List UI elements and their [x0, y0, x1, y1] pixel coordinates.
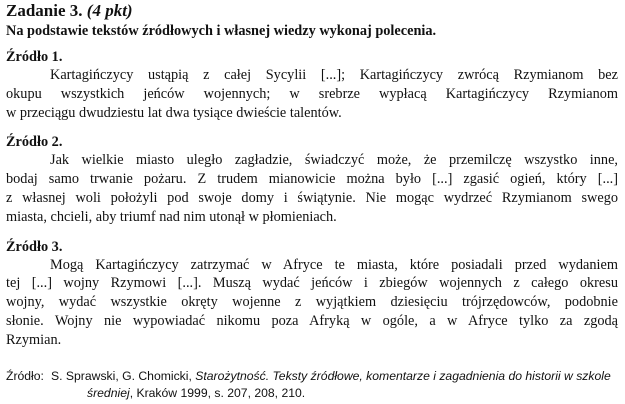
source-3 [6, 238, 618, 350]
citation-publication: , Kraków 1999, s. 207, 208, 210. [129, 386, 306, 400]
source-text [6, 151, 618, 226]
source-line: Rzymian. [6, 331, 62, 348]
source-text [6, 256, 618, 350]
source-line: miasta, chcieli, aby triumf nad nim utonął w płomieniach. [6, 208, 337, 225]
source-line: Kartagińczycy ustąpią z całej Sycylii [...]; Kartagińczycy zwrócą Rzymianom bez [50, 67, 618, 83]
source-citation [6, 368, 618, 402]
source-heading: Źródło 2. [6, 134, 63, 151]
citation-body [51, 368, 618, 402]
citation-label: Źródło: [6, 369, 44, 383]
source-line: z własnej woli położyli pod swoje domy i świątynie. Nie mogąc wydrzeć Rzymianom swego [6, 189, 618, 206]
citation-line-2 [51, 385, 618, 402]
source-heading: Źródło 3. [6, 238, 63, 255]
task-points: (4 pkt) [86, 1, 133, 20]
source-2 [6, 133, 618, 226]
source-line: Jak wielkie miasto uległo zagładzie, świadczyć może, że przemilczę wszystko inne, [50, 152, 618, 169]
source-1 [6, 48, 618, 122]
source-line: bodaj samo trwanie pożaru. Z trudem mianowicie można było [...] zgasić ogień, który [...] [6, 171, 618, 188]
task-number: Zadanie 3. [6, 1, 83, 20]
task-title [6, 1, 618, 21]
citation-title-end: średniej [87, 386, 130, 400]
source-line: słonie. Wojny nie wypowiadać nikomu poza Afryką w ogóle, a w Afryce tylko za zgodą [6, 312, 618, 329]
source-line: tej [...] wojny Rzymowi [...]. Muszą wydać jeńców i zbiegów wojennych z całego okresu [6, 275, 618, 292]
source-line: okupu wszystkich jeńców wojennych; w srebrze wypłacą Kartagińczycy Rzymianom [6, 85, 618, 102]
citation-title: Starożytność. Teksty źródłowe, komentarze i zagadnienia do historii w szkole [195, 369, 611, 383]
citation-authors: S. Sprawski, G. Chomicki, [51, 369, 196, 383]
source-line: Mogą Kartagińczycy zatrzymać w Afryce te miasta, które posiadali przed wydaniem [50, 256, 618, 273]
source-line: w przeciągu dwudziestu lat dwa tysiące dwieście talentów. [6, 104, 342, 121]
source-heading: Źródło 1. [6, 49, 63, 65]
source-text [6, 66, 618, 122]
exam-page [6, 0, 618, 400]
task-instruction: Na podstawie tekstów źródłowych i własnej wiedzy wykonaj polecenia. [6, 23, 437, 39]
source-line: wojny, wydać wszystkie okręty wojenne z wyjątkiem dziesięciu trójrzędowców, podobnie [6, 294, 618, 311]
